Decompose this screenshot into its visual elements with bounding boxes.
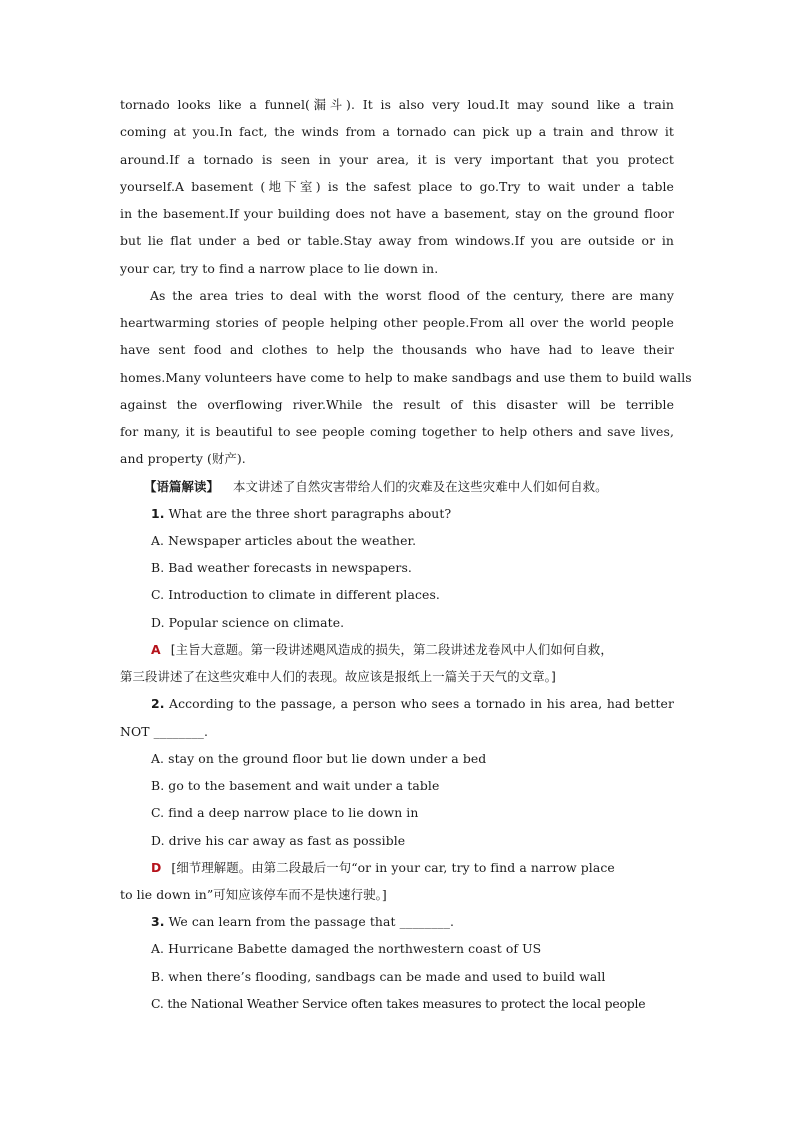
passage-line: around.If a tornado is seen in your area, it is very important that you protect <box>120 152 674 167</box>
question-text: We can learn from the passage that ________. <box>168 914 455 929</box>
passage-line: yourself.A basement (地下室) is the safest place to go.Try to wait under a table <box>120 179 674 194</box>
explanation-text: [主旨大意题。第一段讲述飓风造成的损失，第二段讲述龙卷风中人们如何自救， <box>170 642 613 657</box>
option-d: D. Popular science on climate. <box>151 615 345 630</box>
question-text: According to the passage, a person who sees a tornado in his area, had better <box>169 696 674 711</box>
question-number: 3. <box>151 914 165 929</box>
analysis-line <box>144 479 674 495</box>
passage-line: As the area tries to deal with the worst flood of the century, there are many <box>150 288 674 303</box>
answer-explanation <box>151 860 674 876</box>
option-b: B. when there’s flooding, sandbags can be made and used to build wall <box>151 969 606 984</box>
passage-line: in the basement.If your building does not have a basement, stay on the ground floor <box>120 206 674 221</box>
question-stem <box>151 914 674 930</box>
passage-line: heartwarming stories of people helping other people.From all over the world people <box>120 315 674 330</box>
passage-line: have sent food and clothes to help the thousands who have had to leave their <box>120 342 674 357</box>
passage-line: your car, try to find a narrow place to lie down in. <box>120 261 439 276</box>
passage-line: homes.Many volunteers have come to help to make sandbags and use them to build walls <box>120 370 692 385</box>
option-a: A. Hurricane Babette damaged the northwestern coast of US <box>151 941 542 956</box>
analysis-header: 【语篇解读】 <box>144 479 219 494</box>
question-number: 1. <box>151 506 165 521</box>
passage-line: coming at you.In fact, the winds from a tornado can pick up a train and throw it <box>120 124 674 139</box>
passage-line: but lie flat under a bed or table.Stay away from windows.If you are outside or in <box>120 233 674 248</box>
passage-line: for many, it is beautiful to see people coming together to help others and save lives, <box>120 424 674 439</box>
answer-letter: D <box>151 860 162 875</box>
explanation-text: [细节理解题。由第二段最后一句“or in your car, try to find a narrow place <box>171 860 615 875</box>
question-stem <box>151 506 674 522</box>
option-b: B. Bad weather forecasts in newspapers. <box>151 560 412 575</box>
question-text-cont: NOT ________. <box>120 724 209 739</box>
option-a: A. Newspaper articles about the weather. <box>151 533 417 548</box>
answer-letter: A <box>151 642 161 657</box>
option-c: C. Introduction to climate in different places. <box>151 587 440 602</box>
analysis-text: 本文讲述了自然灾害带给人们的灾难及在这些灾难中人们如何自救。 <box>232 479 608 494</box>
question-text: What are the three short paragraphs about? <box>168 506 452 521</box>
option-b: B. go to the basement and wait under a table <box>151 778 440 793</box>
option-d: D. drive his car away as fast as possible <box>151 833 406 848</box>
explanation-line: 第三段讲述了在这些灾难中人们的表现。故应该是报纸上一篇关于天气的文章。] <box>120 669 556 684</box>
explanation-line: to lie down in”可知应该停车而不是快速行驶。] <box>120 887 387 902</box>
option-a: A. stay on the ground floor but lie down under a bed <box>151 751 487 766</box>
passage-line: tornado looks like a funnel(漏斗). It is also very loud.It may sound like a train <box>120 97 674 112</box>
question-number: 2. <box>151 696 165 711</box>
option-c: C. find a deep narrow place to lie down in <box>151 805 419 820</box>
passage-line: against the overflowing river.While the result of this disaster will be terrible <box>120 397 674 412</box>
passage-line: and property (财产). <box>120 451 246 466</box>
answer-explanation <box>151 642 674 658</box>
option-c: C. the National Weather Service often takes measures to protect the local people <box>151 996 646 1011</box>
question-stem <box>151 696 674 712</box>
